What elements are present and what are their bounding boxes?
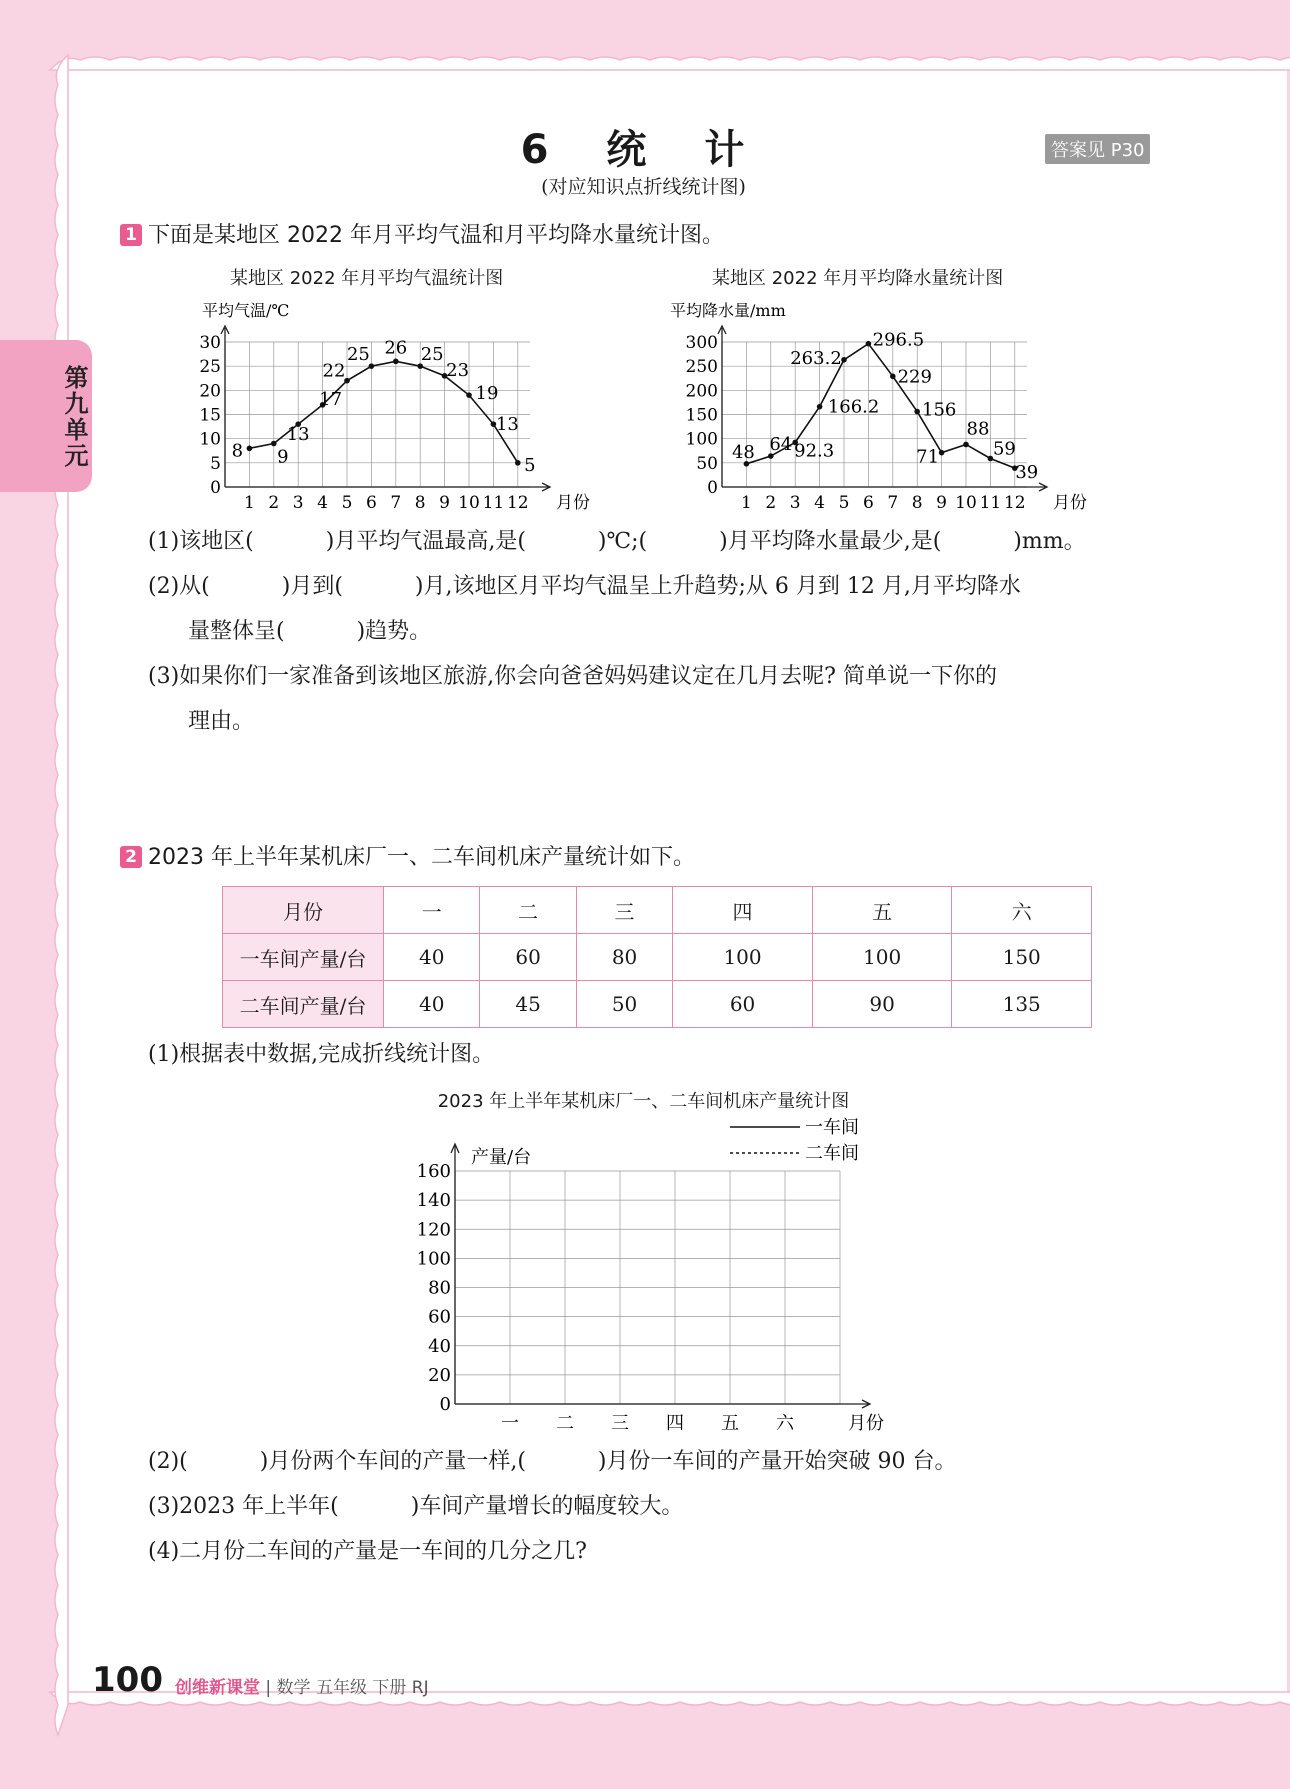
x-tick-label: 5 [838,493,850,513]
data-point [247,446,253,452]
q2-sub3-text-a: (3)2023 年上半年( [148,1494,339,1519]
x-tick-label: 5 [341,493,353,513]
q2-sub2-text-b: )月份两个车间的产量一样,( [259,1449,526,1474]
rainfall-line-chart [660,292,1087,514]
y-tick-label: 30 [199,333,221,353]
y-tick-label: 0 [707,478,718,498]
data-point [393,359,399,365]
x-tick-label: 7 [887,493,899,513]
q1-sub2-text-a: (2)从( [148,574,210,599]
q2-sub3 [148,1492,683,1522]
table-cell: 一车间产量/台 [223,934,384,981]
x-tick-label: 3 [789,493,801,513]
q1-sub3: (3)如果你们一家准备到该地区旅游,你会向爸爸妈妈建议定在几月去呢? 简单说一下你的 [148,664,997,689]
y-tick-label: 200 [685,381,718,402]
q1-sub1 [148,527,1086,557]
data-point [817,404,823,410]
x-axis-title: 月份 [556,493,590,513]
y-tick-label: 0 [210,478,221,498]
x-tick-label: 4 [814,493,826,513]
data-label: 59 [992,438,1016,460]
data-point [890,374,896,380]
data-label: 166.2 [827,396,880,418]
x-tick-label: 7 [390,493,402,513]
data-label: 23 [446,359,470,381]
question-2-text: 2023 年上半年某机床厂一、二车间机床产量统计如下。 [148,845,695,870]
table-cell: 45 [480,981,576,1028]
x-tick-label: 6 [862,493,874,513]
x-tick-label: 10 [458,493,480,513]
q1-sub1-text-a: (1)该地区( [148,529,254,554]
table-cell: 60 [673,981,813,1028]
data-point [515,460,521,466]
data-label: 8 [231,440,244,462]
table-header-row [223,887,1092,934]
footer-text [175,1673,429,1698]
y-tick-label: 20 [199,381,221,402]
q1-sub2-text-d: 量整体呈( [188,619,285,644]
q1-sub1-text-d: )月平均降水量最少,是( [719,529,942,554]
production-chart-title: 2023 年上半年某机床厂一、二车间机床产量统计图 [437,1091,850,1112]
data-label: 71 [916,446,940,468]
data-point [271,441,277,447]
data-point [841,357,847,363]
x-tick-label: 6 [365,493,377,513]
table-cell: 90 [812,981,952,1028]
q2-sub3-text-b: )车间产量增长的幅度较大。 [410,1494,684,1519]
data-point [963,442,969,448]
q1-sub2 [148,572,1021,602]
table-cell: 40 [384,981,480,1028]
x-tick-label: 五 [721,1413,739,1434]
legend-label-series-1: 一车间 [805,1117,859,1138]
x-tick-label: 一 [501,1413,519,1434]
table-cell: 150 [952,934,1092,981]
table-row [223,981,1092,1028]
y-tick-label: 10 [199,429,221,450]
x-tick-label: 四 [666,1413,684,1434]
data-label: 48 [731,441,755,463]
data-label: 92.3 [794,440,835,462]
x-tick-label: 12 [506,493,529,513]
q2-sub4: (4)二月份二车间的产量是一车间的几分之几? [148,1539,587,1564]
table-cell: 40 [384,934,480,981]
data-label: 263.2 [790,347,842,369]
data-point [939,450,945,456]
unit-tab-label: 第九单元 [60,365,88,469]
y-tick-label: 160 [416,1161,451,1182]
x-tick-label: 三 [611,1413,629,1434]
table-header-cell: 六 [952,887,1092,934]
wavy-border-left [46,55,68,1705]
x-tick-label: 8 [911,493,923,513]
data-point [866,341,872,347]
x-tick-label: 2 [268,493,280,513]
data-label: 26 [384,337,408,359]
q1-sub2-text-c: )月,该地区月平均气温呈上升趋势;从 6 月到 12 月,月平均降水 [414,574,1021,599]
x-tick-label: 11 [482,493,505,513]
x-tick-label: 1 [740,493,752,513]
y-axis-title: 平均降水量/mm [670,301,786,320]
page-number: 100 [92,1660,163,1700]
question-1-text: 下面是某地区 2022 年月平均气温和月平均降水量统计图。 [148,223,724,248]
question-number-badge: 2 [120,846,142,868]
x-tick-label: 9 [936,493,948,513]
q2-sub1: (1)根据表中数据,完成折线统计图。 [148,1042,495,1067]
data-label: 13 [495,414,519,436]
footer-brand: 创维新课堂 [175,1678,260,1698]
y-tick-label: 100 [685,429,718,450]
legend-label-series-2: 二车间 [805,1143,859,1164]
x-tick-label: 12 [1003,493,1026,513]
y-tick-label: 150 [685,405,718,426]
data-point [466,392,472,398]
data-point [914,409,920,415]
temperature-chart-title: 某地区 2022 年月平均气温统计图 [230,268,504,289]
table-cell: 50 [576,981,672,1028]
table-cell: 80 [576,934,672,981]
data-label: 88 [966,418,990,440]
q2-sub2-text-c: )月份一车间的产量开始突破 90 台。 [597,1449,957,1474]
data-label: 13 [286,424,310,446]
x-tick-label: 2 [765,493,777,513]
table-header-cell: 二 [480,887,576,934]
y-tick-label: 300 [685,333,718,353]
wavy-border-top [50,48,1290,70]
data-label: 19 [475,383,499,405]
q1-sub1-text-b: )月平均气温最高,是( [325,529,526,554]
page-subtitle: (对应知识点折线统计图) [541,176,746,198]
x-tick-label: 3 [292,493,304,513]
data-label: 22 [322,360,346,382]
data-label: 229 [897,366,932,388]
y-tick-label: 5 [210,453,221,474]
y-axis-title: 产量/台 [471,1147,532,1168]
data-label: 25 [420,344,444,366]
y-tick-label: 20 [428,1364,451,1386]
data-label: 156 [922,399,957,421]
q1-sub2-text-e: )趋势。 [356,619,432,644]
footer-info: 数学 五年级 下册 RJ [276,1678,429,1698]
question-1-title [120,218,724,249]
rainfall-chart-title: 某地区 2022 年月平均降水量统计图 [712,268,1004,289]
q2-sub2 [148,1447,957,1477]
y-tick-label: 80 [428,1277,451,1299]
y-tick-label: 15 [199,405,221,426]
y-tick-label: 25 [199,357,221,378]
question-2-title [120,840,695,871]
y-tick-label: 100 [416,1248,451,1270]
table-header-cell: 月份 [223,887,384,934]
x-tick-label: 8 [414,493,426,513]
wavy-edge [55,55,68,1735]
data-label: 296.5 [872,329,925,351]
q1-sub3-cont: 理由。 [188,709,255,734]
answer-reference-badge: 答案见 P30 [1045,134,1150,164]
y-tick-label: 140 [416,1190,451,1212]
table-row [223,934,1092,981]
footer-separator: | [265,1678,272,1698]
table-header-cell: 四 [673,887,813,934]
y-tick-label: 50 [696,453,718,474]
x-tick-label: 1 [243,493,255,513]
table-cell: 135 [952,981,1092,1028]
y-tick-label: 120 [416,1219,451,1241]
data-label: 5 [524,454,536,476]
data-label: 39 [1015,462,1039,484]
q1-sub2-cont [188,617,431,647]
q1-sub2-text-b: )月到( [281,574,343,599]
x-tick-label: 二 [556,1413,574,1434]
temperature-line-chart [190,292,590,514]
wavy-edge [50,57,1290,70]
data-label: 25 [346,344,370,366]
x-tick-label: 9 [439,493,451,513]
x-tick-label: 11 [979,493,1002,513]
table-header-cell: 五 [812,887,952,934]
y-tick-label: 40 [428,1335,451,1357]
page-title: 6 统 计 [520,127,767,173]
q1-sub1-text-c: )℃;( [597,529,648,554]
data-label: 17 [319,388,343,410]
x-tick-label: 10 [955,493,977,513]
table-header-cell: 三 [576,887,672,934]
table-cell: 60 [480,934,576,981]
y-tick-label: 0 [439,1394,451,1415]
q2-sub2-text-a: (2)( [148,1449,188,1474]
x-tick-label: 4 [317,493,329,513]
y-tick-label: 250 [685,357,718,378]
y-axis-title: 平均气温/℃ [202,301,290,320]
q1-sub1-text-e: )mm。 [1013,529,1086,554]
data-label: 9 [277,446,289,468]
table-cell: 二车间产量/台 [223,981,384,1028]
y-tick-label: 60 [428,1306,451,1328]
data-label: 64 [769,434,793,456]
x-axis-title: 月份 [1053,493,1087,513]
table-header-cell: 一 [384,887,480,934]
data-line [249,361,517,462]
x-tick-label: 六 [776,1413,794,1434]
table-cell: 100 [673,934,813,981]
question-number-badge: 1 [120,224,142,246]
x-axis-title: 月份 [848,1413,884,1434]
table-cell: 100 [812,934,952,981]
production-table [222,886,1092,1028]
production-line-chart[interactable] [400,1110,900,1435]
